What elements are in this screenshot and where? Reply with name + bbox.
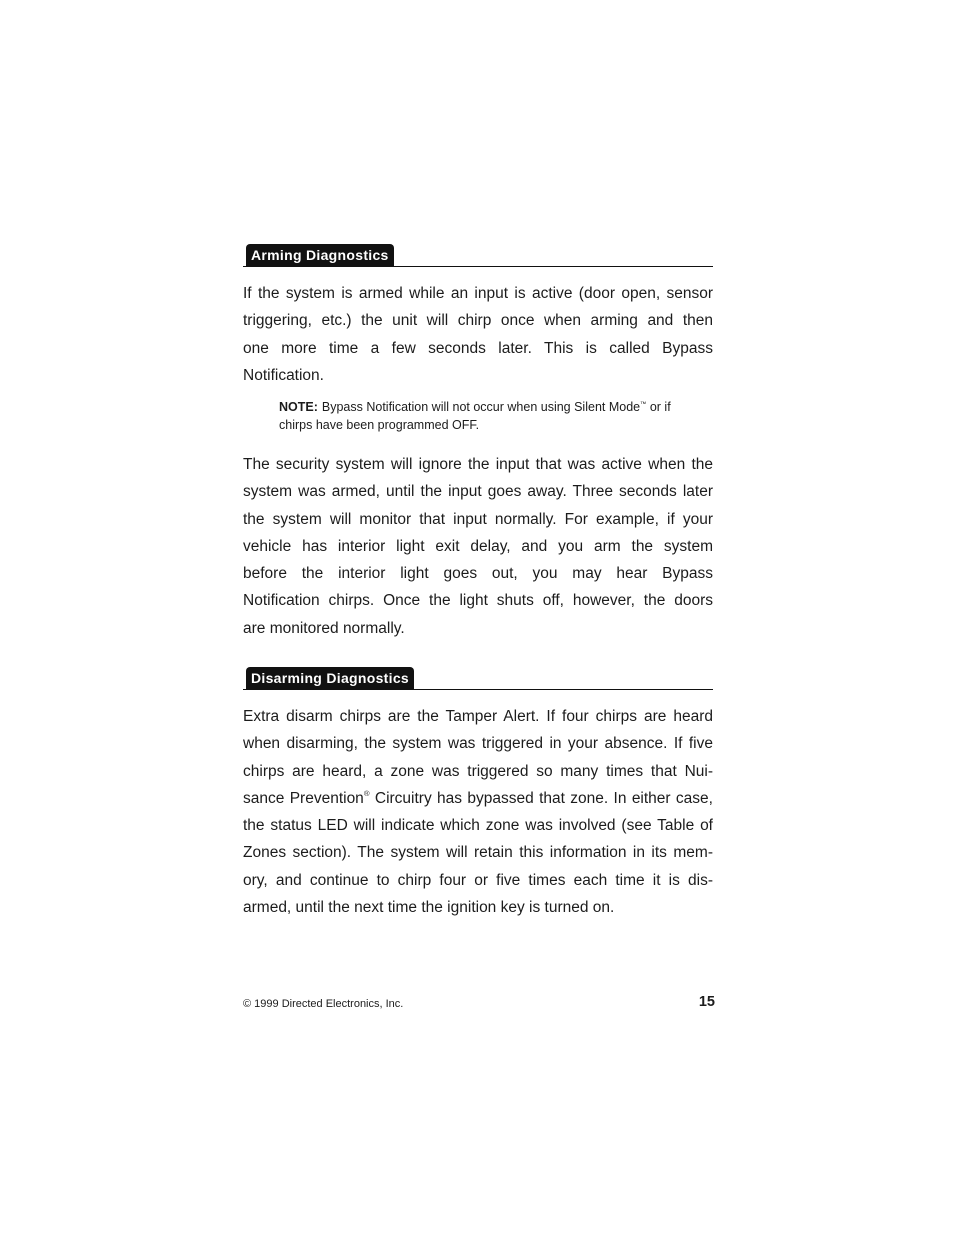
disarming-paragraph (243, 703, 713, 921)
paragraph-line: Notification chirps. Once the light shuts off, however, the doors (243, 592, 713, 610)
note-block (279, 398, 679, 434)
note-line: chirps have been programmed OFF. (279, 418, 480, 432)
note-line (279, 398, 679, 416)
page-number: 15 (698, 994, 715, 1010)
paragraph-line: armed, until the next time the ignition key is turned on. (243, 899, 615, 917)
section-heading-tab: Disarming Diagnostics (246, 667, 414, 689)
paragraph-line: Zones section). The system will retain this information in its mem- (243, 844, 713, 862)
paragraph-line: Extra disarm chirps are the Tamper Alert. If four chirps are heard (243, 708, 713, 725)
paragraph-line: If the system is armed while an input is active (door open, sensor (243, 285, 713, 302)
note-text: or if (646, 400, 671, 414)
trademark-mark: ™ (640, 400, 647, 408)
paragraph-line (243, 785, 713, 812)
paragraph-line: ory, and continue to chirp four or five times each time it is dis- (243, 871, 713, 889)
section-heading-arming (243, 244, 713, 267)
section-heading-tab: Arming Diagnostics (246, 244, 394, 266)
arming-paragraph-2 (243, 451, 713, 642)
paragraph-line: triggering, etc.) the unit will chirp once when arming and then (243, 312, 713, 330)
note-label: NOTE: (279, 400, 318, 414)
paragraph-line: are monitored normally. (243, 619, 405, 637)
copyright-notice: © 1999 Directed Electronics, Inc. (243, 998, 404, 1010)
registered-mark: ® (363, 789, 370, 799)
paragraph-line: the status LED will indicate which zone was involved (see Table of (243, 817, 713, 835)
paragraph-line: the system will monitor that input normally. For example, if your (243, 510, 713, 528)
paragraph-line: when disarming, the system was triggered in your absence. If five (243, 735, 713, 753)
paragraph-line: The security system will ignore the input that was active when the (243, 456, 713, 473)
section-heading-disarming (243, 667, 713, 690)
paragraph-line: one more time a few seconds later. This is called Bypass (243, 339, 713, 357)
paragraph-line: chirps are heard, a zone was triggered so many times that Nui- (243, 762, 713, 780)
paragraph-line: before the interior light goes out, you may hear Bypass (243, 565, 713, 583)
line-text: sance Prevention (243, 789, 364, 807)
line-text: Circuitry has bypassed that zone. In either case, (369, 789, 713, 807)
paragraph-line: vehicle has interior light exit delay, and you arm the system (243, 537, 713, 555)
note-text: Bypass Notification will not occur when using Silent Mode (321, 400, 641, 414)
arming-paragraph-1 (243, 280, 713, 389)
paragraph-line: system was armed, until the input goes away. Three seconds later (243, 483, 713, 501)
paragraph-line: Notification. (243, 366, 324, 384)
